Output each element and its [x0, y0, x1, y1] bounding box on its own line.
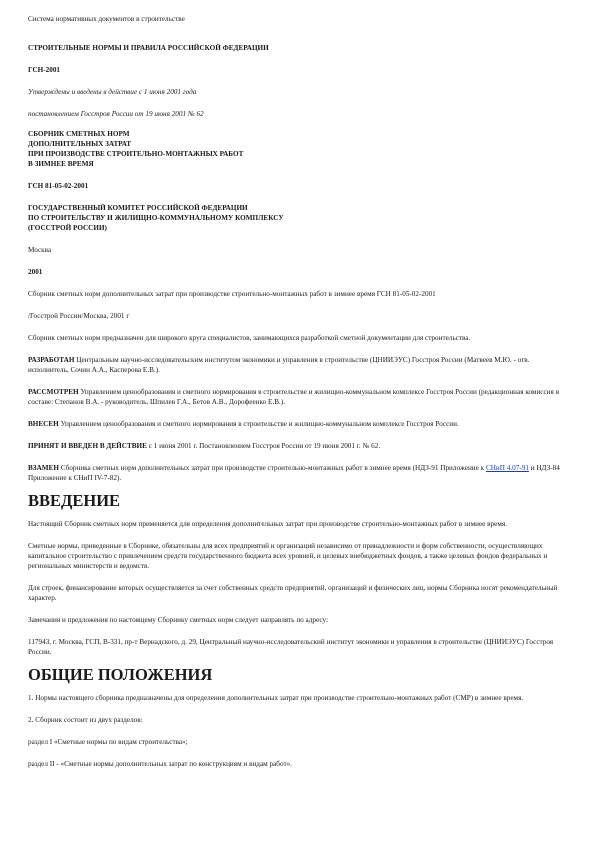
- intro-paragraph: Для строек, финансирование которых осуществляется за счет собственных средств предприятий, организаций и физических лиц, нормы Сборника носят рекомендательный характер.: [28, 584, 558, 602]
- decree-line: постановлением Госстроя России от 19 июня 2001 № 62: [28, 110, 204, 118]
- introduced-text: Управлением ценообразования и сметного нормирования в строительстве и жилищно-коммунальном комплексе Госстроя России.: [58, 420, 459, 428]
- general-paragraph: 1. Нормы настоящего сборника предназначены для определения дополнительных затрат при производстве строительно-монтажных работ (СМР) в зимнее время.: [28, 694, 524, 702]
- introduced-paragraph: [28, 419, 568, 429]
- year: 2001: [28, 268, 43, 276]
- snip-link[interactable]: СНиП 4.07-91: [485, 464, 529, 472]
- developed-text: Центральным научно-исследовательским институтом экономики и управления в строительстве (ЦНИИЭУС) Госстроя России (Матвеев М.Ю. - отв. исполнитель, Сочин А.А., Касперова Е.В.).: [28, 356, 530, 374]
- general-paragraph: 2. Сборник состоит из двух разделов:: [28, 716, 143, 724]
- reviewed-text: Управлением ценообразования и сметного нормирования в строительстве и жилищно-коммунальном комплексе Госстроя России (редакционная комиссия в составе: Степанов В.А. - руководитель, Шпилев Г.А., Бетов А.В., Дорофеенко Е.В.).: [28, 388, 560, 406]
- document-body: [28, 14, 568, 781]
- collection-title-line: ПРИ ПРОИЗВОДСТВЕ СТРОИТЕЛЬНО-МОНТАЖНЫХ РАБОТ: [28, 150, 244, 158]
- purpose-paragraph: Сборник сметных норм предназначен для широкого круга специалистов, занимающихся разработкой сметной документации для строительства.: [28, 334, 471, 342]
- adopted-paragraph: [28, 441, 568, 451]
- collection-title-line: СБОРНИК СМЕТНЫХ НОРМ: [28, 130, 130, 138]
- collection-title-line: ДОПОЛНИТЕЛЬНЫХ ЗАТРАТ: [28, 140, 132, 148]
- adopted-label: ПРИНЯТ И ВВЕДЕН В ДЕЙСТВИЕ: [28, 442, 147, 450]
- intro-paragraph: Сметные нормы, приведенные в Сборнике, обязательны для всех предприятий и организаций независимо от принадлежности и форм собственности, осуществляющих капитальное строительство с привлечением средств государственного бюджета всех уровней, и целевых внебюджетных фондов, а также целевых фондов федеральных и региональных министерств и ведомств.: [28, 542, 548, 570]
- system-title: Система нормативных документов в строительстве: [28, 15, 185, 23]
- introduced-label: ВНЕСЕН: [28, 420, 59, 428]
- adopted-text: с 1 июня 2001 г. Постановлением Госстроя России от 19 июня 2001 г. № 62.: [146, 442, 381, 450]
- reference-paragraph: Сборник сметных норм дополнительных затрат при производстве строительно-монтажных работ в зимнее время ГСН 81-05-02-2001: [28, 290, 436, 298]
- publisher-line: /Госстрой России/Москва, 2001 г: [28, 312, 130, 320]
- replaces-label: ВЗАМЕН: [28, 464, 59, 472]
- committee-block: [28, 203, 568, 233]
- general-paragraph: раздел II - «Сметные нормы дополнительных затрат по конструкциям и видам работ».: [28, 760, 292, 768]
- reviewed-label: РАССМОТРЕН: [28, 388, 79, 396]
- committee-line: (ГОССТРОЙ РОССИИ): [28, 224, 107, 232]
- city: Москва: [28, 246, 52, 254]
- replaces-text: Сборника сметных норм дополнительных затрат при производстве строительно-монтажных работ в зимнее время (НДЗ-91 Приложение к: [58, 464, 486, 472]
- replaces-text-end: и НДЗ-84 Приложение к СНиП IV-7-82).: [28, 464, 560, 482]
- collection-title-line: В ЗИМНЕЕ ВРЕМЯ: [28, 160, 94, 168]
- reviewed-paragraph: [28, 387, 568, 407]
- committee-line: ГОСУДАРСТВЕННЫЙ КОМИТЕТ РОССИЙСКОЙ ФЕДЕРАЦИИ: [28, 204, 248, 212]
- section-title-general: ОБЩИЕ ПОЛОЖЕНИЯ: [28, 665, 213, 684]
- intro-paragraph: Настоящий Сборник сметных норм применяется для определения дополнительных затрат при производстве строительно-монтажных работ в зимнее время.: [28, 520, 507, 528]
- intro-paragraph: 117943, г. Москва, ГСП, В-331, пр-т Вернадского, д. 29, Центральный научно-исследовательский институт экономики и управления в строительстве (ЦНИИЭУС) Госстроя России.: [28, 638, 554, 656]
- code-gsn-81-05-02: ГСН 81-05-02-2001: [28, 182, 89, 190]
- developed-paragraph: [28, 355, 568, 375]
- section-title-introduction: ВВЕДЕНИЕ: [28, 491, 121, 510]
- approval-line: Утверждены и введены в действие с 1 июня 2001 года: [28, 88, 197, 96]
- developed-label: РАЗРАБОТАН: [28, 356, 75, 364]
- intro-paragraph: Замечания и предложения по настоящему Сборнику сметных норм следует направлять по адресу:: [28, 616, 328, 624]
- committee-line: ПО СТРОИТЕЛЬСТВУ И ЖИЛИЩНО-КОММУНАЛЬНОМУ КОМПЛЕКСУ: [28, 214, 284, 222]
- collection-title: [28, 129, 568, 169]
- general-paragraph: раздел I «Сметные нормы по видам строительства»;: [28, 738, 188, 746]
- document-head: СТРОИТЕЛЬНЫЕ НОРМЫ И ПРАВИЛА РОССИЙСКОЙ ФЕДЕРАЦИИ: [28, 44, 269, 52]
- replaces-paragraph: [28, 463, 568, 483]
- code-gsn-2001: ГСН-2001: [28, 66, 61, 74]
